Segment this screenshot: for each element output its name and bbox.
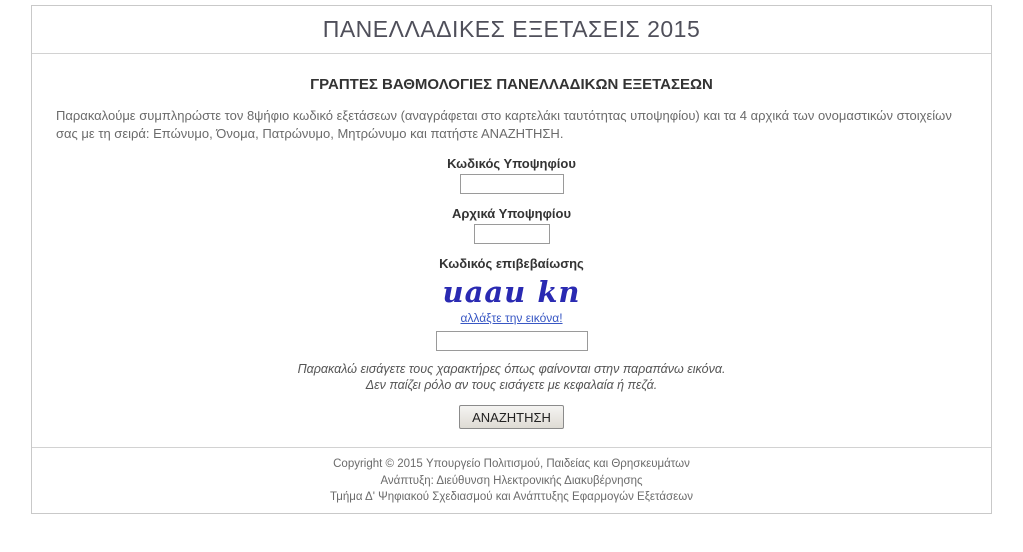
page-title: ΠΑΝΕΛΛΑΔΙΚΕΣ ΕΞΕΤΑΣΕΙΣ 2015 xyxy=(322,16,701,42)
footer-development: Ανάπτυξη: Διεύθυνση Ηλεκτρονικής Διακυβέρνησης xyxy=(380,474,643,487)
candidate-code-input[interactable] xyxy=(460,174,564,194)
captcha-label: Κωδικός επιβεβαίωσης xyxy=(439,255,584,271)
captcha-note-line1: Παρακαλώ εισάγετε τους χαρακτήρες όπως φαίνονται στην παραπάνω εικόνα. xyxy=(297,361,726,376)
footer-copyright: Copyright © 2015 Υπουργείο Πολιτισμού, Παιδείας και Θρησκευμάτων xyxy=(333,458,690,471)
search-button[interactable]: ΑΝΑΖΗΤΗΣΗ xyxy=(459,405,564,429)
footer xyxy=(32,456,991,505)
initials-label: Αρχικά Υποψηφίου xyxy=(451,205,572,221)
footer-divider xyxy=(32,447,991,448)
initials-input[interactable] xyxy=(474,224,550,244)
content-frame xyxy=(31,5,992,514)
instructions-text: Παρακαλούμε συμπληρώστε τον 8ψήφιο κωδικό εξετάσεων (αναγράφεται στο καρτελάκι ταυτότητας υποψηφίου) και τα 4 αρχικά των ονομαστικών στοιχείων σας με τη σειρά: Επώνυμο, Όνομα, Πατρώνυμο, Μητρώνυμο και πατήστε ΑΝΑΖΗΤΗΣΗ. xyxy=(56,108,952,142)
captcha-image xyxy=(32,275,991,309)
captcha-input[interactable] xyxy=(436,331,588,351)
candidate-code-label: Κωδικός Υποψηφίου xyxy=(447,155,576,171)
footer-department: Τμήμα Δ' Ψηφιακού Σχεδιασμού και Ανάπτυξης Εφαρμογών Εξετάσεων xyxy=(330,491,693,504)
captcha-text: uaau kn xyxy=(442,274,581,309)
captcha-note-line2: Δεν παίζει ρόλο αν τους εισάγετε με κεφαλαία ή πεζά. xyxy=(365,378,658,393)
captcha-notes xyxy=(32,361,991,394)
lookup-form xyxy=(32,156,991,430)
page-subtitle: ΓΡΑΠΤΕΣ ΒΑΘΜΟΛΟΓΙΕΣ ΠΑΝΕΛΛΑΔΙΚΩΝ ΕΞΕΤΑΣΕΩΝ xyxy=(310,76,713,93)
change-captcha-link[interactable]: αλλάξτε την εικόνα! xyxy=(460,310,563,325)
title-divider xyxy=(32,53,991,54)
